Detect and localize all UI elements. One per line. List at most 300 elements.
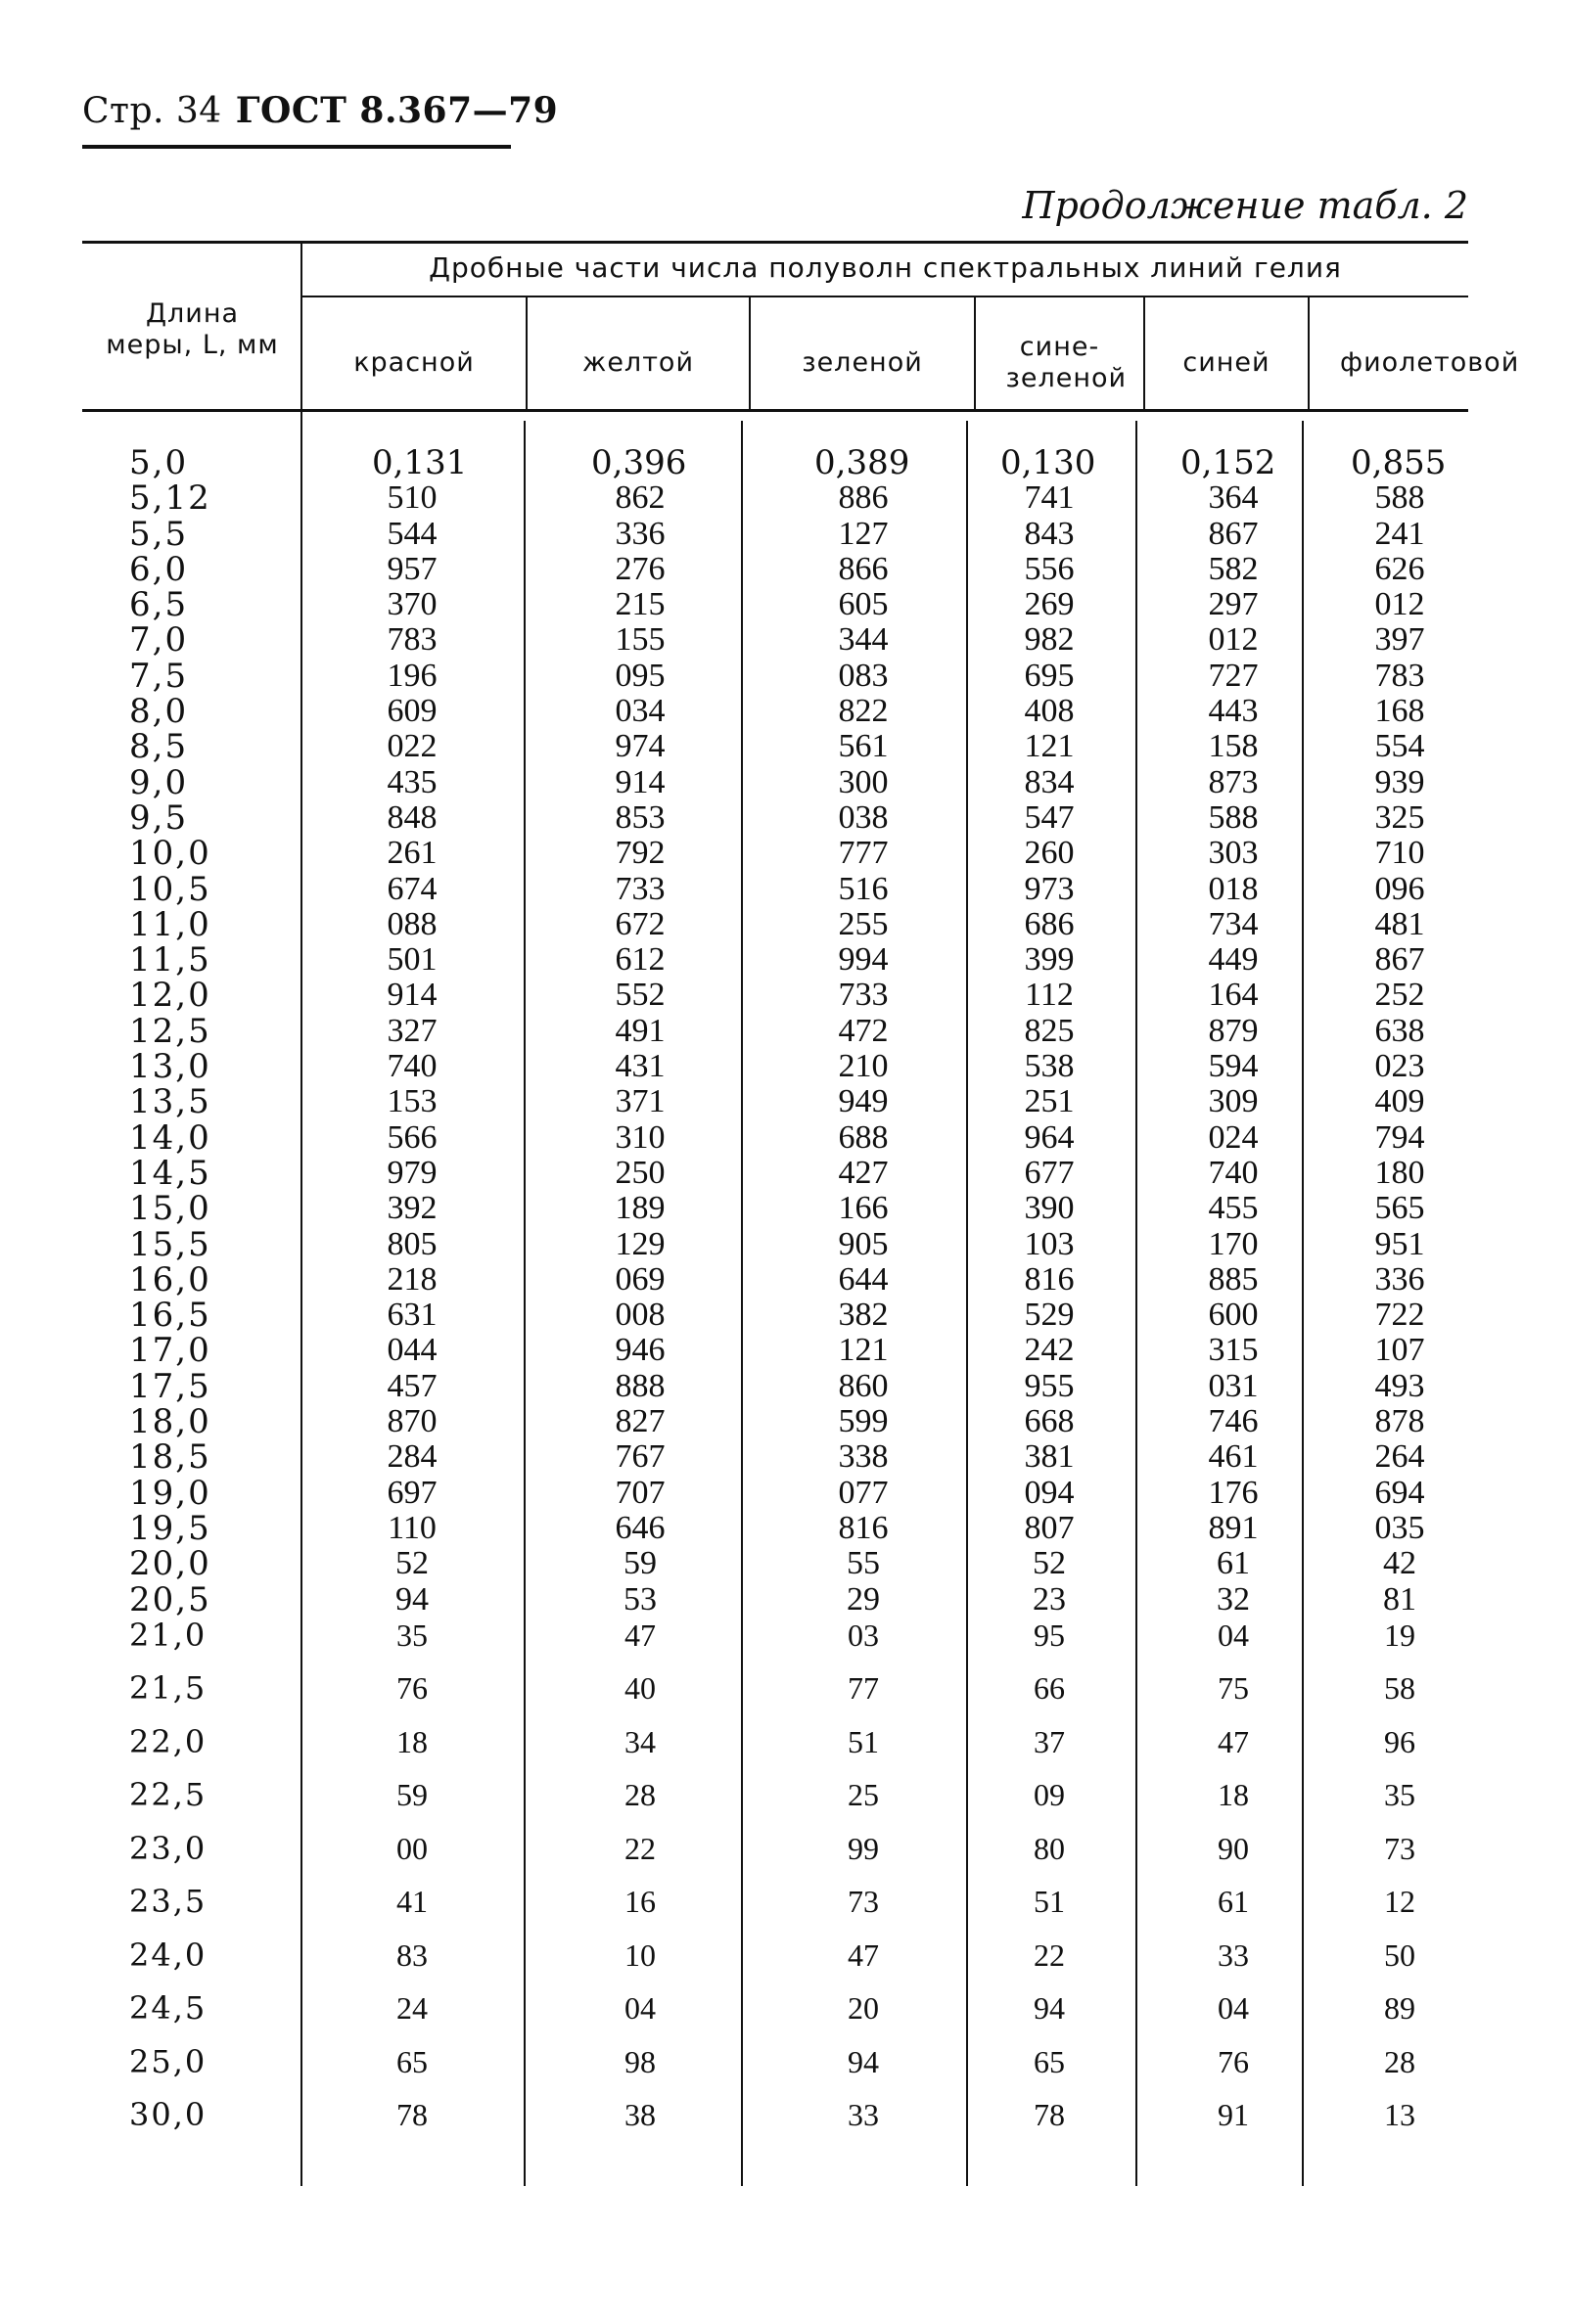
cell-red: 088: [387, 905, 438, 942]
cell-yellow: 155: [615, 621, 666, 659]
cell-blue-green: 390: [1024, 1190, 1075, 1227]
cell-blue: 47: [1218, 1723, 1249, 1759]
cell-red: 94: [395, 1580, 429, 1618]
cell-green: 599: [838, 1403, 889, 1440]
cell-green: 29: [847, 1580, 880, 1618]
table-row: [0, 904, 1570, 944]
cell-yellow: 04: [624, 1990, 656, 2027]
cell-green: 644: [838, 1260, 889, 1298]
cell-blue: 170: [1208, 1225, 1259, 1262]
cell-red: 78: [396, 2097, 428, 2133]
cell-violet: 867: [1374, 941, 1425, 979]
cell-red: 52: [395, 1545, 429, 1582]
cell-blue-green: 269: [1024, 586, 1075, 623]
cell-length: 11,0: [129, 904, 211, 944]
cell-blue-green: 094: [1024, 1474, 1075, 1511]
cell-length: 21,0: [129, 1616, 208, 1654]
cell-green: 127: [838, 515, 889, 552]
cell-violet: 481: [1374, 905, 1425, 942]
cell-red: 41: [396, 1884, 428, 1920]
cell-length: 14,5: [129, 1153, 211, 1193]
cell-yellow: 10: [624, 1937, 656, 1973]
cell-yellow: 827: [615, 1403, 666, 1440]
cell-red: 566: [387, 1118, 438, 1156]
cell-violet: 493: [1374, 1367, 1425, 1404]
cell-red: 501: [387, 941, 438, 979]
cell-red: 218: [387, 1260, 438, 1298]
table-row: [0, 1366, 1570, 1406]
cell-blue: 176: [1208, 1474, 1259, 1511]
cell-red: 979: [387, 1154, 438, 1191]
cell-green: 905: [838, 1225, 889, 1262]
table-row: [0, 2044, 1570, 2098]
cell-blue: 727: [1208, 657, 1259, 694]
table-row: [0, 1473, 1570, 1513]
cell-violet: 035: [1374, 1509, 1425, 1546]
cell-yellow: 008: [615, 1297, 666, 1334]
cell-red: 957: [387, 550, 438, 587]
cell-red: 327: [387, 1012, 438, 1049]
cell-blue-green: 816: [1024, 1260, 1075, 1298]
cell-green: 427: [838, 1154, 889, 1191]
cell-blue: 04: [1218, 1617, 1249, 1653]
cell-green: 866: [838, 550, 889, 587]
cell-violet: 694: [1374, 1474, 1425, 1511]
table-row: [0, 656, 1570, 696]
cell-length: 24,0: [129, 1936, 208, 1974]
table-row: [0, 1724, 1570, 1778]
cell-blue-green: 37: [1034, 1723, 1065, 1759]
cell-green: 949: [838, 1083, 889, 1120]
cell-length: 7,5: [129, 656, 189, 696]
cell-green: 822: [838, 693, 889, 730]
cell-blue: 582: [1208, 550, 1259, 587]
cell-green: 255: [838, 905, 889, 942]
cell-blue: 443: [1208, 693, 1259, 730]
cell-blue-green: 408: [1024, 693, 1075, 730]
table-row: [0, 727, 1570, 767]
cell-blue: 04: [1218, 1990, 1249, 2027]
cell-red: 196: [387, 657, 438, 694]
cell-blue: 024: [1208, 1118, 1259, 1156]
cell-blue: 734: [1208, 905, 1259, 942]
cell-yellow: 612: [615, 941, 666, 979]
group-header: Дробные части числа полуволн спектральных линий гелия: [429, 251, 1342, 284]
cell-red: 83: [396, 1937, 428, 1973]
cell-yellow: 914: [615, 763, 666, 800]
column-header-label: красной: [353, 347, 475, 378]
cell-green: 210: [838, 1048, 889, 1085]
cell-violet: 951: [1374, 1225, 1425, 1262]
cell-violet: 638: [1374, 1012, 1425, 1049]
cell-red: 783: [387, 621, 438, 659]
cell-green: 472: [838, 1012, 889, 1049]
cell-yellow: 22: [624, 1830, 656, 1866]
cell-green: 886: [838, 479, 889, 517]
cell-blue: 297: [1208, 586, 1259, 623]
cell-green: 51: [848, 1723, 879, 1759]
cell-blue: 461: [1208, 1438, 1259, 1476]
cell-green: 516: [838, 870, 889, 907]
cell-red: 697: [387, 1474, 438, 1511]
cell-blue-green: 251: [1024, 1083, 1075, 1120]
table-row: [0, 1579, 1570, 1619]
cell-yellow: 40: [624, 1670, 656, 1707]
cell-blue-green: 23: [1033, 1580, 1066, 1618]
cell-red: 022: [387, 728, 438, 765]
cell-length: 15,5: [129, 1224, 211, 1264]
cell-length: 13,0: [129, 1047, 211, 1087]
cell-yellow: 276: [615, 550, 666, 587]
cell-yellow: 552: [615, 977, 666, 1014]
table-row: [0, 1011, 1570, 1051]
cell-yellow: 336: [615, 515, 666, 552]
cell-yellow: 974: [615, 728, 666, 765]
cell-violet: 783: [1374, 657, 1425, 694]
cell-red: 044: [387, 1332, 438, 1369]
column-header-red: [302, 329, 526, 397]
cell-length: 16,5: [129, 1296, 211, 1336]
cell-blue: 600: [1208, 1297, 1259, 1334]
cell-blue-green: 556: [1024, 550, 1075, 587]
table-row: [0, 869, 1570, 909]
cell-blue: 18: [1218, 1777, 1249, 1813]
cell-violet: 50: [1384, 1937, 1415, 1973]
cell-red: 00: [396, 1830, 428, 1866]
table-header-rule: [82, 409, 1468, 412]
column-header-blue-green: [976, 329, 1143, 397]
cell-violet: 397: [1374, 621, 1425, 659]
cell-length: 30,0: [129, 2096, 208, 2134]
column-header-yellow: [528, 329, 749, 397]
cell-red: 284: [387, 1438, 438, 1476]
cell-violet: 241: [1374, 515, 1425, 552]
cell-green: 038: [838, 798, 889, 836]
cell-blue-green: 260: [1024, 835, 1075, 872]
cell-violet: 325: [1374, 798, 1425, 836]
cell-green: 860: [838, 1367, 889, 1404]
cell-blue-green: 65: [1034, 2043, 1065, 2079]
cell-yellow: 371: [615, 1083, 666, 1120]
cell-blue: 891: [1208, 1509, 1259, 1546]
cell-green: 344: [838, 621, 889, 659]
column-header-label: зеленой: [802, 347, 923, 378]
cell-length: 14,0: [129, 1117, 211, 1158]
cell-red: 740: [387, 1048, 438, 1085]
cell-blue: 61: [1217, 1545, 1250, 1582]
cell-violet: 13: [1384, 2097, 1415, 2133]
cell-violet: 81: [1383, 1580, 1416, 1618]
cell-length: 10,0: [129, 834, 211, 874]
cell-blue-green: 529: [1024, 1297, 1075, 1334]
cell-blue: 75: [1218, 1670, 1249, 1707]
table-row: [0, 797, 1570, 838]
cell-green: 55: [847, 1545, 880, 1582]
cell-violet: 19: [1384, 1617, 1415, 1653]
cell-blue: 164: [1208, 977, 1259, 1014]
cell-blue-green: 103: [1024, 1225, 1075, 1262]
cell-blue: 315: [1208, 1332, 1259, 1369]
cell-yellow: 53: [623, 1580, 657, 1618]
table-row: [0, 762, 1570, 802]
cell-blue: 449: [1208, 941, 1259, 979]
cell-yellow: 491: [615, 1012, 666, 1049]
cell-yellow: 189: [615, 1190, 666, 1227]
cell-blue-green: 52: [1033, 1545, 1066, 1582]
table-row: [0, 585, 1570, 625]
cell-yellow: 672: [615, 905, 666, 942]
cell-blue: 031: [1208, 1367, 1259, 1404]
cell-blue-green: 834: [1024, 763, 1075, 800]
cell-blue: 594: [1208, 1048, 1259, 1085]
column-header-label: сине-зеленой: [1005, 332, 1128, 393]
cell-violet: 12: [1384, 1884, 1415, 1920]
cell-yellow: 733: [615, 870, 666, 907]
table-row: [0, 1082, 1570, 1122]
cell-length: 20,5: [129, 1579, 211, 1619]
cell-green: 77: [848, 1670, 879, 1707]
cell-yellow: 34: [624, 1723, 656, 1759]
cell-blue-green: 66: [1034, 1670, 1065, 1707]
cell-red: 848: [387, 798, 438, 836]
cell-blue-green: 538: [1024, 1048, 1075, 1085]
cell-length: 5,0: [129, 443, 189, 482]
table-body: [0, 445, 1570, 2151]
cell-red: 65: [396, 2043, 428, 2079]
cell-blue: 158: [1208, 728, 1259, 765]
cell-yellow: 431: [615, 1048, 666, 1085]
cell-blue: 364: [1208, 479, 1259, 517]
cell-green: 99: [848, 1830, 879, 1866]
cell-blue: 885: [1208, 1260, 1259, 1298]
cell-blue: 740: [1208, 1154, 1259, 1191]
cell-length: 8,0: [129, 692, 189, 732]
cell-yellow: 129: [615, 1225, 666, 1262]
cell-length: 22,5: [129, 1776, 208, 1814]
cell-length: 7,0: [129, 620, 189, 661]
cell-red: 674: [387, 870, 438, 907]
table-row: [0, 834, 1570, 874]
standard-number: ГОСТ 8.367—79: [235, 90, 559, 131]
cell-blue: 018: [1208, 870, 1259, 907]
cell-violet: 588: [1374, 479, 1425, 517]
cell-yellow: 095: [615, 657, 666, 694]
cell-violet: 0,855: [1351, 443, 1447, 482]
cell-length: 13,5: [129, 1082, 211, 1122]
cell-blue: 746: [1208, 1403, 1259, 1440]
cell-length: 17,5: [129, 1366, 211, 1406]
cell-yellow: 38: [624, 2097, 656, 2133]
table-row: [0, 1331, 1570, 1371]
cell-blue: 455: [1208, 1190, 1259, 1227]
cell-violet: 565: [1374, 1190, 1425, 1227]
table-row: [0, 2097, 1570, 2151]
cell-violet: 409: [1374, 1083, 1425, 1120]
cell-violet: 554: [1374, 728, 1425, 765]
column-header-green: [751, 329, 974, 397]
cell-yellow: 215: [615, 586, 666, 623]
cell-violet: 89: [1384, 1990, 1415, 2027]
cell-blue-green: 843: [1024, 515, 1075, 552]
cell-red: 261: [387, 835, 438, 872]
cell-red: 544: [387, 515, 438, 552]
cell-red: 0,131: [372, 443, 468, 482]
cell-red: 914: [387, 977, 438, 1014]
cell-red: 76: [396, 1670, 428, 1707]
cell-blue-green: 121: [1024, 728, 1075, 765]
table-row: [0, 1189, 1570, 1229]
cell-violet: 107: [1374, 1332, 1425, 1369]
cell-blue: 867: [1208, 515, 1259, 552]
cell-blue-green: 741: [1024, 479, 1075, 517]
table-row: [0, 514, 1570, 554]
cell-violet: 096: [1374, 870, 1425, 907]
cell-violet: 58: [1384, 1670, 1415, 1707]
cell-green: 605: [838, 586, 889, 623]
cell-red: 457: [387, 1367, 438, 1404]
cell-blue: 76: [1218, 2043, 1249, 2079]
table-continuation-caption: Продолжение табл. 2: [1022, 184, 1468, 227]
cell-blue-green: 686: [1024, 905, 1075, 942]
cell-length: 22,0: [129, 1722, 208, 1760]
cell-green: 777: [838, 835, 889, 872]
cell-yellow: 888: [615, 1367, 666, 1404]
cell-blue-green: 677: [1024, 1154, 1075, 1191]
cell-violet: 168: [1374, 693, 1425, 730]
cell-blue: 588: [1208, 798, 1259, 836]
cell-violet: 722: [1374, 1297, 1425, 1334]
cell-blue: 303: [1208, 835, 1259, 872]
cell-blue-green: 381: [1024, 1438, 1075, 1476]
table-row: [0, 549, 1570, 589]
cell-length: 9,5: [129, 797, 189, 838]
page-header: [82, 90, 558, 131]
table-row: [0, 1937, 1570, 1991]
cell-blue-green: 547: [1024, 798, 1075, 836]
table-row: [0, 1544, 1570, 1584]
cell-blue: 309: [1208, 1083, 1259, 1120]
cell-length: 17,0: [129, 1331, 211, 1371]
cell-length: 18,0: [129, 1402, 211, 1442]
cell-blue-green: 955: [1024, 1367, 1075, 1404]
cell-length: 10,5: [129, 869, 211, 909]
length-column-header: [82, 298, 302, 361]
cell-violet: 878: [1374, 1403, 1425, 1440]
table-row: [0, 478, 1570, 519]
cell-violet: 180: [1374, 1154, 1425, 1191]
cell-violet: 710: [1374, 835, 1425, 872]
cell-violet: 28: [1384, 2043, 1415, 2079]
cell-yellow: 646: [615, 1509, 666, 1546]
cell-blue: 873: [1208, 763, 1259, 800]
cell-blue-green: 399: [1024, 941, 1075, 979]
cell-blue: 879: [1208, 1012, 1259, 1049]
cell-green: 166: [838, 1190, 889, 1227]
cell-yellow: 707: [615, 1474, 666, 1511]
table-row: [0, 1402, 1570, 1442]
table-row: [0, 1777, 1570, 1831]
cell-blue-green: 695: [1024, 657, 1075, 694]
cell-violet: 96: [1384, 1723, 1415, 1759]
cell-yellow: 946: [615, 1332, 666, 1369]
cell-red: 805: [387, 1225, 438, 1262]
table-row: [0, 1224, 1570, 1264]
cell-violet: 794: [1374, 1118, 1425, 1156]
table-row: [0, 1884, 1570, 1937]
cell-blue-green: 825: [1024, 1012, 1075, 1049]
cell-violet: 35: [1384, 1777, 1415, 1813]
cell-length: 19,5: [129, 1508, 211, 1548]
column-header-blue: [1145, 329, 1308, 397]
cell-violet: 42: [1383, 1545, 1416, 1582]
cell-red: 18: [396, 1723, 428, 1759]
cell-green: 816: [838, 1509, 889, 1546]
cell-red: 59: [396, 1777, 428, 1813]
cell-blue-green: 964: [1024, 1118, 1075, 1156]
table-row: [0, 620, 1570, 661]
cell-yellow: 034: [615, 693, 666, 730]
cell-length: 23,5: [129, 1883, 208, 1921]
cell-blue-green: 95: [1034, 1617, 1065, 1653]
table-row: [0, 1153, 1570, 1193]
cell-blue: 90: [1218, 1830, 1249, 1866]
cell-blue: 0,152: [1180, 443, 1276, 482]
cell-red: 392: [387, 1190, 438, 1227]
cell-length: 12,5: [129, 1011, 211, 1051]
table-top-rule: [82, 241, 1468, 244]
cell-yellow: 310: [615, 1118, 666, 1156]
cell-green: 94: [848, 2043, 879, 2079]
cell-blue-green: 09: [1034, 1777, 1065, 1813]
cell-green: 688: [838, 1118, 889, 1156]
cell-length: 24,5: [129, 1989, 208, 2028]
cell-length: 5,12: [129, 478, 211, 519]
table-row: [0, 976, 1570, 1016]
cell-green: 382: [838, 1297, 889, 1334]
cell-yellow: 47: [624, 1617, 656, 1653]
cell-length: 11,5: [129, 940, 211, 980]
cell-length: 5,5: [129, 514, 189, 554]
cell-red: 609: [387, 693, 438, 730]
cell-length: 9,0: [129, 762, 189, 802]
table-row: [0, 1831, 1570, 1885]
cell-violet: 626: [1374, 550, 1425, 587]
cell-blue-green: 242: [1024, 1332, 1075, 1369]
cell-green: 03: [848, 1617, 879, 1653]
cell-red: 370: [387, 586, 438, 623]
cell-blue-green: 807: [1024, 1509, 1075, 1546]
table-row: [0, 1117, 1570, 1158]
cell-length: 18,5: [129, 1437, 211, 1478]
table-row: [0, 1296, 1570, 1336]
length-header-text: Длина меры, L, мм: [106, 298, 279, 360]
cell-yellow: 767: [615, 1438, 666, 1476]
cell-yellow: 792: [615, 835, 666, 872]
cell-yellow: 0,396: [591, 443, 687, 482]
cell-length: 15,0: [129, 1189, 211, 1229]
cell-blue: 32: [1217, 1580, 1250, 1618]
cell-yellow: 98: [624, 2043, 656, 2079]
cell-green: 25: [848, 1777, 879, 1813]
table-row: [0, 692, 1570, 732]
cell-green: 33: [848, 2097, 879, 2133]
cell-length: 8,5: [129, 727, 189, 767]
cell-red: 35: [396, 1617, 428, 1653]
cell-blue-green: 78: [1034, 2097, 1065, 2133]
page-number: Стр. 34: [82, 91, 222, 131]
cell-red: 870: [387, 1403, 438, 1440]
cell-yellow: 862: [615, 479, 666, 517]
